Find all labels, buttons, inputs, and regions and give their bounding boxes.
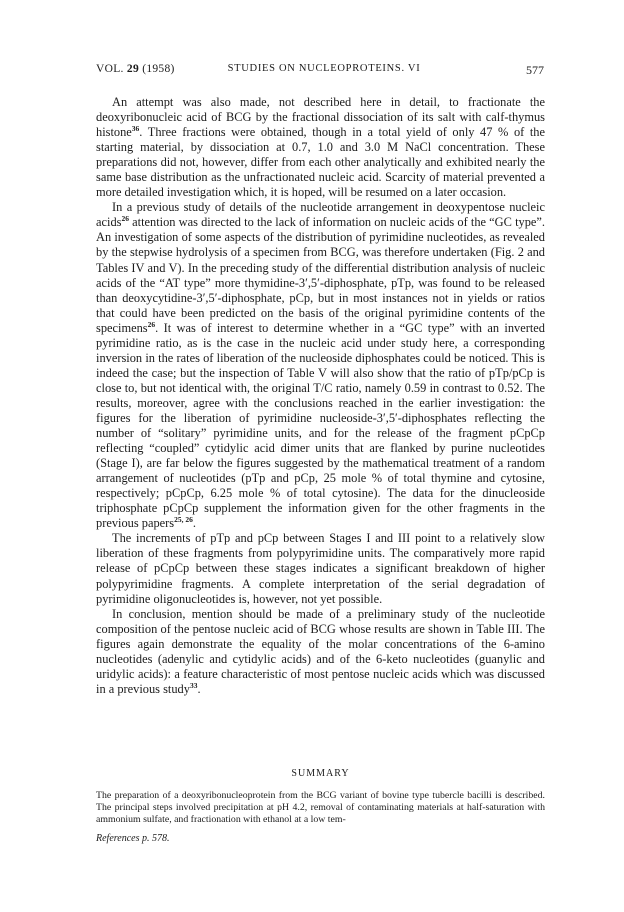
references-note: References p. 578. <box>96 833 170 844</box>
paragraph: In conclusion, mention should be made of a preliminary study of the nucleotide composition of the pentose nucleic acid of BCG whose results are shown in Table III. The figures again demonstrate the equality of the molar concentrations of the 6-amino nucleotides (adenylic and cytidylic acids) and of the 6-keto nucleotides (guanylic and uridylic acids): a feature characteristic of most pentose nucleic acids which was discussed in a previous study$^{33}$. <box>96 606 545 696</box>
citation-ref: 26 <box>147 319 156 329</box>
article-body <box>96 95 545 697</box>
volume-year: (1958) <box>142 63 175 75</box>
page-number: 577 <box>526 63 544 77</box>
citation-ref: 33 <box>189 680 198 690</box>
volume-label: VOL. <box>96 63 124 75</box>
citation-ref: 25, 26 <box>174 515 193 525</box>
summary-heading: SUMMARY <box>291 768 350 779</box>
paragraph: An attempt was also made, not described here in detail, to fractionate the deoxyribonucleic acid of BCG by the fractional dissociation of its salt with calf-thymus histone$^{36}$. Three fractions were obtained, though in a total yield of only 47 % of the starting material, by dissociation at 0.7, 1.0 and 3.0 M NaCl concentration. These preparations did not, however, differ from each other analytically and exhibited nearly the same base distribution as the unfractionated nucleic acid. Scarcity of material prevented a more detailed investigation which, it is hoped, will be resumed on a later occasion. <box>96 95 545 200</box>
running-header <box>96 63 544 79</box>
running-title: STUDIES ON NUCLEOPROTEINS. VI <box>227 63 421 74</box>
citation-ref: 36 <box>131 124 140 134</box>
citation-ref: 26 <box>121 214 129 224</box>
paragraph: In a previous study of details of the nucleotide arrangement in deoxypentose nucleic acids$^{26}$ attention was directed to the lack of information on nucleic acids of the “GC type”. An investigation of some aspects of the distribution of pyrimidine nucleotides, as revealed by the stepwise hydrolysis of a specimen from BCG, was therefore undertaken (Fig. 2 and Tables IV and V). In the preceding study of the differential distribution analysis of nucleic acids of the “AT type” more thymidine-3′,5′-diphosphate, pTp, was found to be released than deoxycytidine-3′,5′-diphosphate, pCp, but in most instances not in yields or ratios that could have been predicted on the basis of the original pyrimidine contents of the specimens$^{26}$. It was of interest to determine whether in a “GC type” with an inverted pyrimidine ratio, as is the case in the nucleic acid under study here, a corresponding inversion in the rates of liberation of the nucleoside diphosphates could be noticed. This is indeed the case; but the inspection of Table V will also show that the ratio of pTp/pCp is close to, but not identical with, the original T/C ratio, namely 0.59 in contrast to 0.52. The results, moreover, agree with the conclusions reached in the earlier investigation: the figures for the liberation of pyrimidine nucleoside-3′,5′-diphosphates reflecting the number of “solitary” pyrimidine units, and for the release of the fragment pCpCp reflecting “coupled” cytidylic acid dimer units that are flanked by purine nucleotides (Stage I), are far below the figures suggested by the mathematical treatment of a random arrangement of nucleotides (pTp and pCp, 25 mole % of total thymine and cytosine, respectively; pCpCp, 6.25 mole % of total cytosine). The data for the dinucleoside triphosphate pCpCp supplement the information given for the other fragments in the previous papers$^{25, 26}$. <box>96 200 545 531</box>
summary-text: The preparation of a deoxyribonucleoprotein from the BCG variant of bovine type tubercle bacilli is described. The principal steps involved precipitation at pH 4.2, removal of contaminating materials at half-saturation with ammonium sulfate, and fractionation with ethanol at a low tem- <box>96 790 545 826</box>
paragraph: The increments of pTp and pCp between Stages I and III point to a relatively slow liberation of these fragments from polypyrimidine units. The comparatively more rapid release of pCpCp between these stages indicates a significant breakdown of higher polypyrimidine fragments. A complete interpretation of the serial degradation of pyrimidine oligonucleotides is, however, not yet possible. <box>96 531 545 606</box>
volume-number: 29 <box>126 63 140 75</box>
